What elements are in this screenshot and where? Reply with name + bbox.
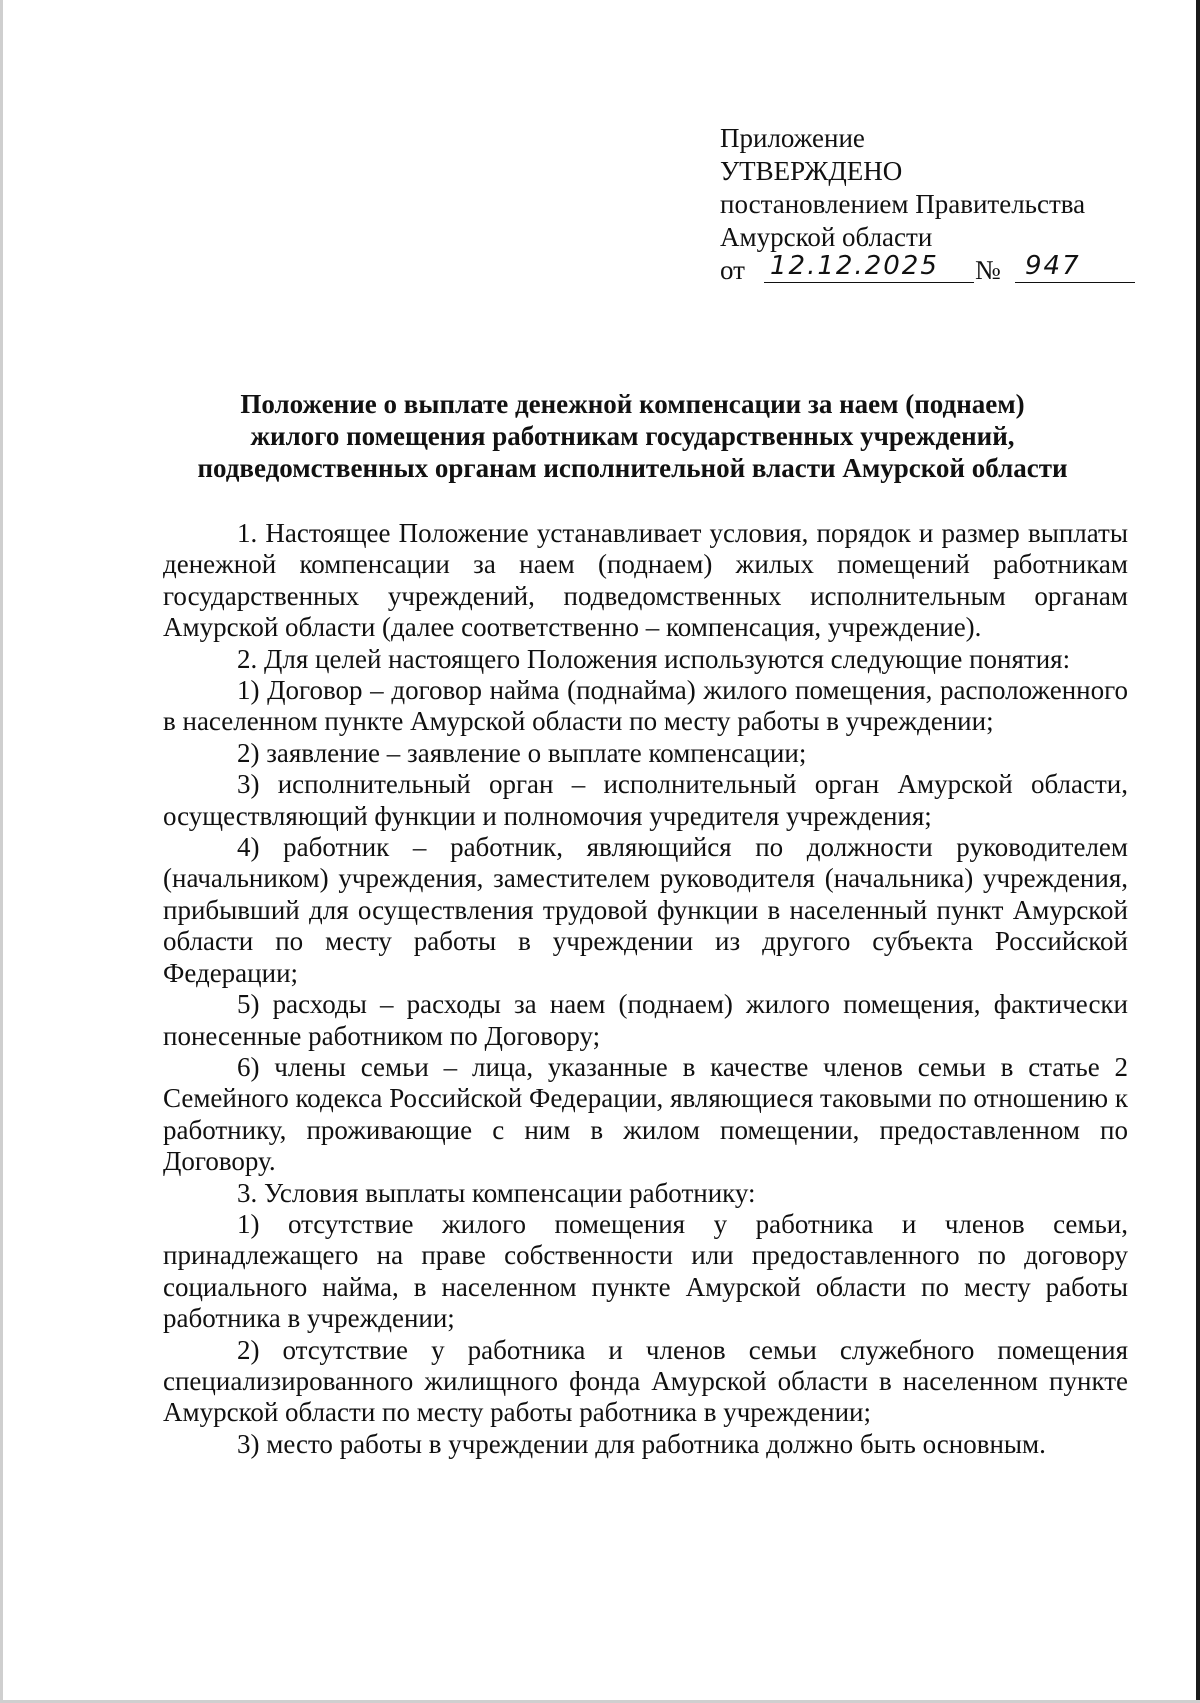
approval-approved-label: УТВЕРЖДЕНО [720, 156, 903, 186]
definition-5: 5) расходы – расходы за наем (поднаем) жилого помещения, фактически понесенные работником по Договору; [163, 989, 1128, 1051]
title-line-1: Положение о выплате денежной компенсации за наем (поднаем) [240, 389, 1025, 419]
title-line-2: жилого помещения работникам государственных учреждений, [250, 421, 1015, 451]
approval-date-number-row [720, 251, 1085, 287]
paragraph-2: 2. Для целей настоящего Положения используются следующие понятия: [237, 643, 1071, 674]
approval-region-label: Амурской области [720, 222, 933, 252]
definition-4: 4) работник – работник, являющийся по должности руководителем (начальником) учреждения, заместителем руководителя (начальника) учреждения, прибывший для осуществления трудовой функции в населенный пункт Амурской области по месту работы в учреждении из другого субъекта Российской Федерации; [163, 832, 1128, 988]
scan-edge-right [1196, 0, 1200, 1703]
approval-block [720, 122, 1085, 287]
definition-3: 3) исполнительный орган – исполнительный орган Амурской области, осуществляющий функции и полномочия учредителя учреждения; [163, 769, 1128, 831]
number-sign: № [975, 255, 1001, 285]
condition-2: 2) отсутствие у работника и членов семьи служебного помещения специализированного жилищного фонда Амурской области в населенном пункте Амурской области по месту работы работника в учреждении; [163, 1334, 1128, 1428]
paragraph-3: 3. Условия выплаты компенсации работнику: [237, 1177, 756, 1208]
scan-edge-left [0, 0, 3, 1703]
paragraph-1: 1. Настоящее Положение устанавливает условия, порядок и размер выплаты денежной компенсации за наем (поднаем) жилых помещений работникам государственных учреждений, подведомственных исполнительным органам Амурской области (далее соответственно – компенсация, учреждение). [163, 518, 1128, 643]
condition-1: 1) отсутствие жилого помещения у работника и членов семьи, принадлежащего на праве собственности или предоставленного по договору социального найма, в населенном пункте Амурской области по месту работы работника в учреждении; [163, 1208, 1128, 1334]
handwritten-date: 12.12.2025 [770, 251, 939, 281]
definition-1: 1) Договор – договор найма (поднайма) жилого помещения, расположенного в населенном пункте Амурской области по месту работы в учреждении; [163, 675, 1128, 737]
title-line-3: подведомственных органам исполнительной власти Амурской области [197, 453, 1068, 483]
definition-2: 2) заявление – заявление о выплате компенсации; [237, 737, 807, 768]
condition-3: 3) место работы в учреждении для работника должно быть основным. [237, 1428, 1046, 1459]
approval-resolution-label: постановлением Правительства [720, 189, 1086, 219]
date-prefix: от [720, 255, 745, 285]
document-title [160, 388, 1105, 484]
approval-appendix-label: Приложение [720, 123, 865, 153]
definition-6: 6) члены семьи – лица, указанные в качестве членов семьи в статье 2 Семейного кодекса Российской Федерации, являющиеся таковыми по отношению к работнику, проживающие с ним в жилом помещении, предоставленном по Договору. [163, 1051, 1128, 1177]
handwritten-number: 947 [1025, 251, 1081, 281]
document-body [163, 518, 1128, 1460]
